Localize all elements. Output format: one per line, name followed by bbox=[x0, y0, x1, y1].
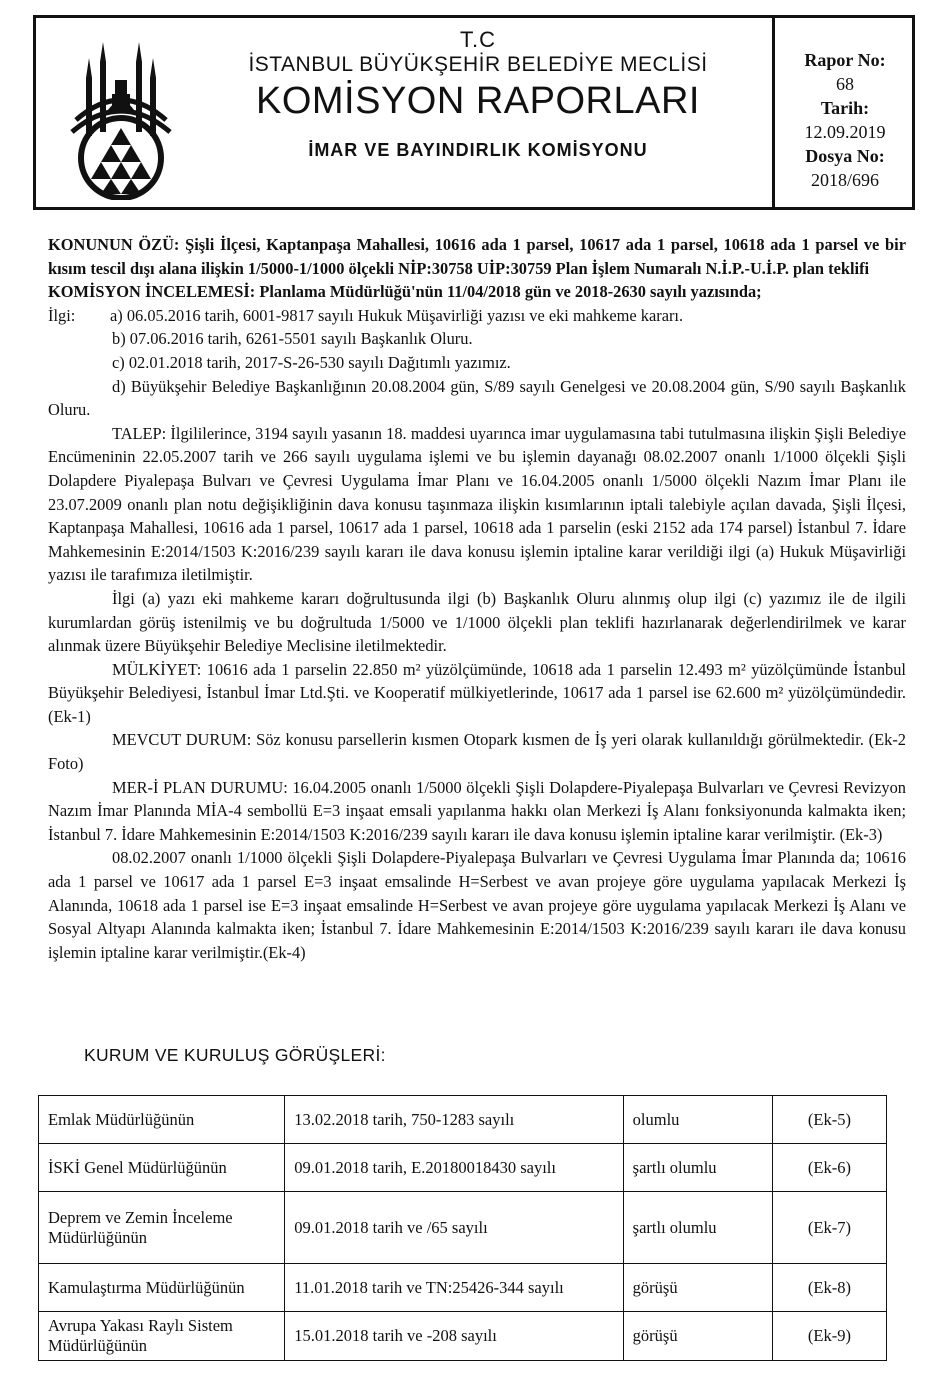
ek-cell: (Ek-9) bbox=[772, 1312, 886, 1361]
konu-paragraph bbox=[48, 233, 906, 280]
kurum-table bbox=[38, 1095, 887, 1361]
ek-cell: (Ek-5) bbox=[772, 1096, 886, 1144]
rapor-label: Rapor No: bbox=[804, 50, 886, 70]
header-komisyon: İMAR VE BAYINDIRLIK KOMİSYONU bbox=[308, 140, 648, 160]
report-meta bbox=[775, 48, 915, 192]
gorus-cell: olumlu bbox=[623, 1096, 772, 1144]
gorus-cell: görüşü bbox=[623, 1312, 772, 1361]
kurum-cell: Emlak Müdürlüğünün bbox=[39, 1096, 285, 1144]
ilgi-row-a bbox=[48, 304, 906, 328]
meri-plan-paragraph: MER-İ PLAN DURUMU: 16.04.2005 onanlı 1/5000 ölçekli Şişli Dolapdere-Piyalepaşa Bulvarları ve Çevresi Revizyon Nazım İmar Planında MİA-4 sembollü E=3 inşaat emsali yapılanma hakkı olan Merkezi İş Alanı fonksiyonunda kalmakta iken; İstanbul 7. İdare Mahkemesinin E:2014/1503 K:2016/239 sayılı kararı ile dava konusu işlemin iptaline karar verilmiştir. (Ek-3) bbox=[48, 777, 906, 844]
kurum-title: KURUM VE KURULUŞ GÖRÜŞLERİ: bbox=[84, 1045, 386, 1065]
dosya-label: Dosya No: bbox=[805, 146, 885, 166]
yazi-cell: 09.01.2018 tarih, E.20180018430 sayılı bbox=[285, 1144, 623, 1192]
kurum-cell: Kamulaştırma Müdürlüğünün bbox=[39, 1264, 285, 1312]
yazi-cell: 13.02.2018 tarih, 750-1283 sayılı bbox=[285, 1096, 623, 1144]
ilgi-d: d) Büyükşehir Belediye Başkanlığının 20.08.2004 gün, S/89 sayılı Genelgesi ve 20.08.2004 gün, S/90 sayılı Başkanlık Oluru. bbox=[48, 376, 906, 420]
ilgi-a-paragraph: İlgi (a) yazı eki mahkeme kararı doğrultusunda ilgi (b) Başkanlık Oluru alınmış olup ilgi (c) yazımız ile de ilgili kurumlardan görüş istenilmiş ve bu doğrultuda 1/5000 ve 1/1000 ölçekli plan teklifi hazırlanarak değerlendirilmek ve karar alınmak üzere Büyükşehir Belediye Meclisine iletilmektedir. bbox=[48, 588, 906, 656]
kurum-cell: İSKİ Genel Müdürlüğünün bbox=[39, 1144, 285, 1192]
gorus-cell: şartlı olumlu bbox=[623, 1144, 772, 1192]
table-row bbox=[39, 1144, 887, 1192]
yazi-cell: 09.01.2018 tarih ve /65 sayılı bbox=[285, 1192, 623, 1264]
talep-paragraph: TALEP: İlgililerince, 3194 sayılı yasanın 18. maddesi uyarınca imar uygulamasına tabi tutulmasına ilişkin Şişli Belediye Encümeninin 22.05.2007 tarih ve 266 sayılı uygulama işlemi ve bu işlemin dayanağı 08.02.2007 onanlı 1/1000 ölçekli Şişli Dolapdere Piyalepaşa Bulvarı ve Çevresi Uygulama İmar Planı ve 16.04.2005 onanlı 1/5000 ölçekli Nazım İmar Planı ile 23.07.2009 onanlı plan notu değişikliğinin dava konusu taşınmaza ilişkin kısımlarının iptali talebiyle açılan davada, Şişli İlçesi, Kaptanpaşa Mahallesi, 10616 ada 1 parsel, 10617 ada 1 parsel, 10618 ada 1 parselin (eski 2152 ada 174 parsel) İstanbul 7. İdare Mahkemesinin E:2014/1503 K:2016/239 sayılı kararı ile dava konusu işlemin iptaline karar verildiği ilgi (a) Hukuk Müşavirliği yazısı ile tarafımıza iletilmiştir. bbox=[48, 423, 906, 585]
rapor-value: 68 bbox=[836, 74, 854, 94]
table-row bbox=[39, 1312, 887, 1361]
tarih-label: Tarih: bbox=[820, 98, 870, 118]
table-row bbox=[39, 1264, 887, 1312]
ilgi-a: a) 06.05.2016 tarih, 6001-9817 sayılı Hukuk Müşavirliği yazısı ve eki mahkeme kararı. bbox=[110, 305, 684, 325]
mevcut-durum-paragraph: MEVCUT DURUM: Söz konusu parsellerin kısmen Otopark kısmen de İş yeri olarak kullanıldığı görülmektedir. (Ek-2 Foto) bbox=[48, 730, 906, 774]
konu-label: KONUNUN ÖZÜ: bbox=[48, 235, 180, 254]
ek-cell: (Ek-6) bbox=[772, 1144, 886, 1192]
table-row bbox=[39, 1192, 887, 1264]
uip-paragraph: 08.02.2007 onanlı 1/1000 ölçekli Şişli Dolapdere-Piyalepaşa Bulvarları ve Çevresi Uygulama İmar Planında da; 10616 ada 1 parsel ve 10617 ada 1 parsel E=3 inşaat emsalinde H=Serbest ve avan projeye göre uygulama yapılacak Merkezi İş Alanında, 10618 ada 1 parsel ise E=3 inşaat emsalinde H=Serbest ve avan projeye göre uygulama yapılacak Merkezi İş Alanı ve Sosyal Altyapı Alanında kalmakta iken; İstanbul 7. İdare Mahkemesinin E:2014/1503 K:2016/239 sayılı kararı ile dava konusu işlemin iptaline karar verilmiştir.(Ek-4) bbox=[48, 848, 906, 962]
inceleme-text: Planlama Müdürlüğü'nün 11/04/2018 gün ve 2018-2630 sayılı yazısında; bbox=[259, 282, 762, 302]
inceleme-paragraph bbox=[48, 280, 906, 304]
ilgi-b: b) 07.06.2016 tarih, 6261-5501 sayılı Başkanlık Oluru. bbox=[112, 329, 473, 349]
dosya-value: 2018/696 bbox=[810, 170, 879, 190]
tarih-value: 12.09.2019 bbox=[804, 122, 886, 142]
ilgi-label: İlgi: bbox=[48, 305, 76, 325]
kurum-cell: Deprem ve Zemin İnceleme Müdürlüğünün bbox=[39, 1192, 285, 1264]
yazi-cell: 15.01.2018 tarih ve -208 sayılı bbox=[285, 1312, 623, 1361]
table-row bbox=[39, 1096, 887, 1144]
mulkiyet-paragraph: MÜLKİYET: 10616 ada 1 parselin 22.850 m² yüzölçümünde, 10618 ada 1 parselin 12.493 m² yüzölçümünde İstanbul Büyükşehir Belediyesi, İstanbul İmar Ltd.Şti. ve Kooperatif mülkiyetlerinde, 10617 ada 1 parsel ise 62.600 m² yüzölçümündedir. (Ek-1) bbox=[48, 659, 906, 726]
gorus-cell: görüşü bbox=[623, 1264, 772, 1312]
yazi-cell: 11.01.2018 tarih ve TN:25426-344 sayılı bbox=[285, 1264, 623, 1312]
header-block bbox=[218, 28, 738, 161]
report-body bbox=[48, 233, 906, 964]
konu-text: Şişli İlçesi, Kaptanpaşa Mahallesi, 10616 ada 1 parsel, 10617 ada 1 parsel, 10618 ada 1 parsel ve bir kısım tescil dışı alana ilişkin 1/5000-1/1000 ölçekli NİP:30758 UİP:30759 Plan İşlem Numaralı N.İ.P.-U.İ.P. plan teklifi bbox=[48, 235, 906, 278]
kurum-cell: Avrupa Yakası Raylı Sistem Müdürlüğünün bbox=[39, 1312, 285, 1361]
ibb-logo-icon bbox=[68, 40, 174, 200]
ek-cell: (Ek-8) bbox=[772, 1264, 886, 1312]
header-title: KOMİSYON RAPORLARI bbox=[256, 80, 700, 122]
header-meclis: İSTANBUL BÜYÜKŞEHİR BELEDİYE MECLİSİ bbox=[248, 53, 708, 76]
header-tc: T.C bbox=[460, 27, 496, 52]
ek-cell: (Ek-7) bbox=[772, 1192, 886, 1264]
inceleme-label: KOMİSYON İNCELEMESİ: bbox=[48, 282, 256, 302]
ilgi-c: c) 02.01.2018 tarih, 2017-S-26-530 sayılı Dağıtımlı yazımız. bbox=[112, 352, 511, 372]
gorus-cell: şartlı olumlu bbox=[623, 1192, 772, 1264]
